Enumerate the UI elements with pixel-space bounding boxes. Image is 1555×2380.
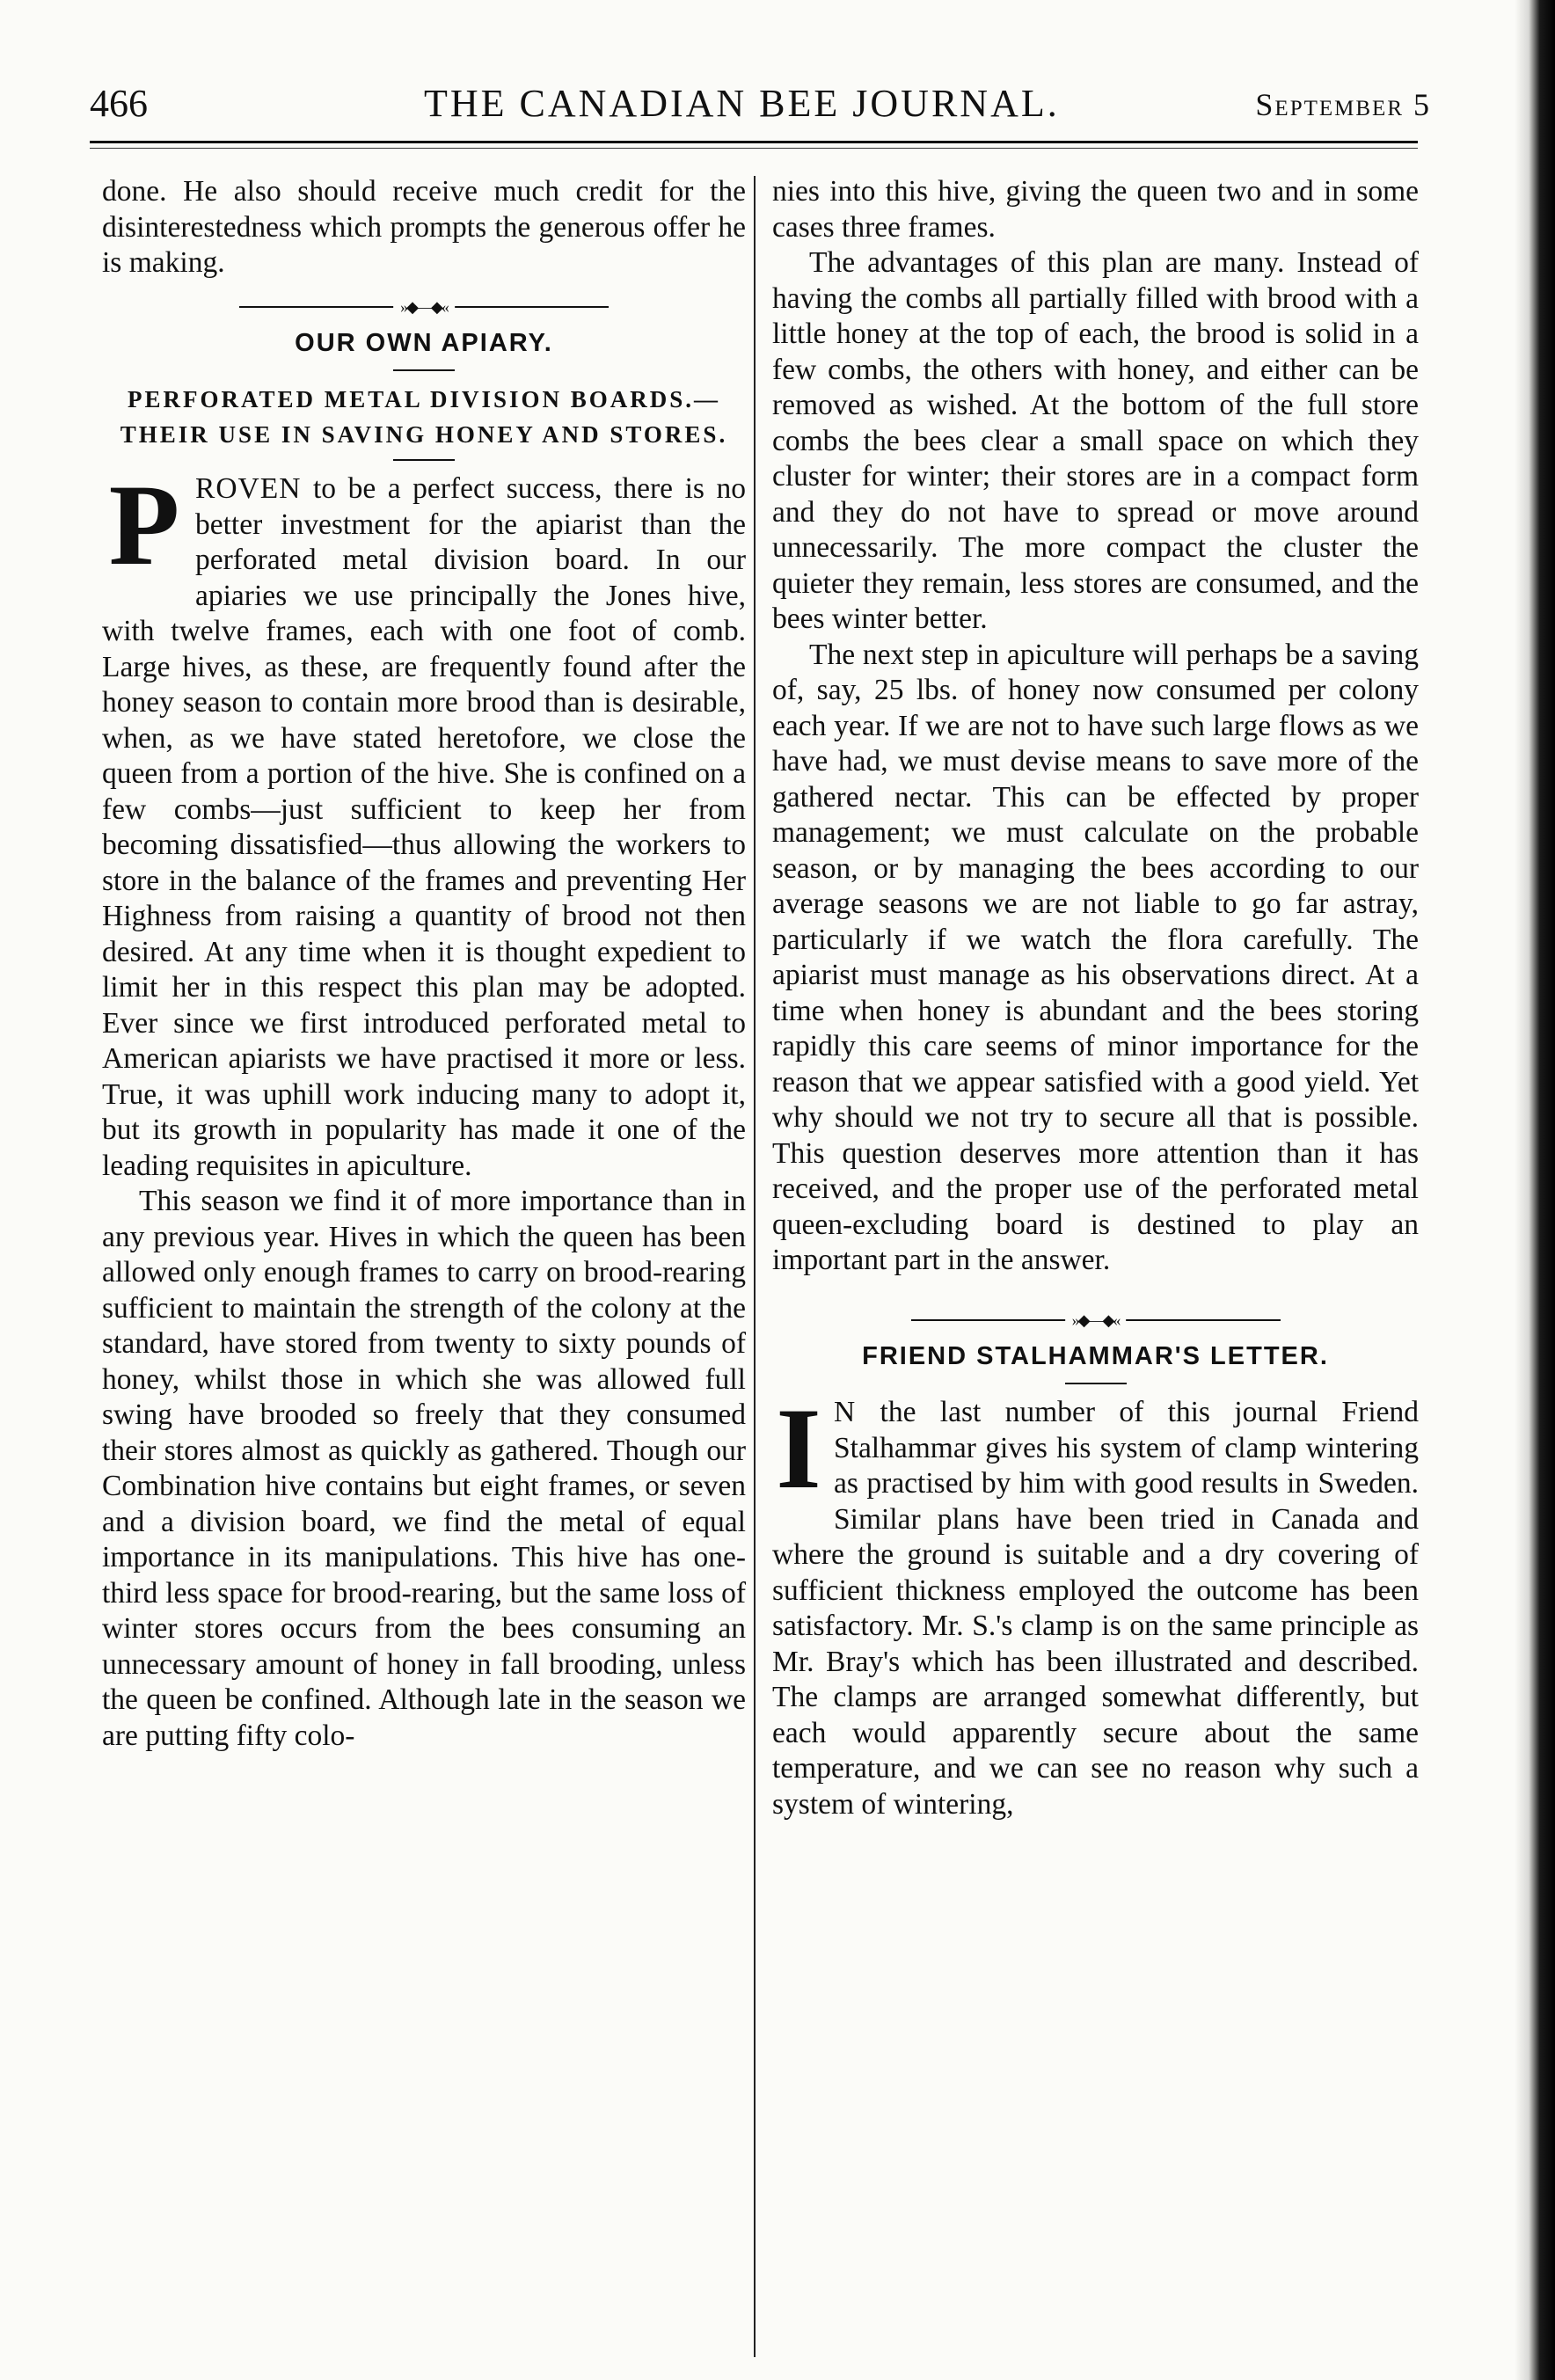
drop-cap: P [108, 460, 180, 589]
advantages-paragraph: The advantages of this plan are many. Instead of having the combs all partially filled with brood with a little honey at the top of each, the brood is solid in a few combs, the others with honey, and either can be removed as wished. At the bottom of the full store combs the bees clear a small space on which they cluster for winter; their stores are in a compact form and they do not have to spread or move around unnecessarily. The more compact the cluster the quieter they remain, less stores are consumed, and the bees winter better. [772, 246, 1419, 635]
continuation-paragraph: nies into this hive, giving the queen two and in some cases three frames. [772, 175, 1419, 244]
ornament-glyph: »◆—◆« [393, 301, 455, 313]
issue-date: September 5 [1255, 87, 1431, 122]
page-number: 466 [90, 82, 148, 125]
letter-paragraph [772, 1383, 1419, 1822]
intro-paragraph: done. He also should receive much credit for the disinterestedness which prompts the generous offer he is making. [102, 175, 746, 279]
section-ornament [911, 1310, 1281, 1329]
left-column [102, 174, 746, 1754]
header-rule-thin [90, 148, 1418, 149]
column-divider [754, 176, 756, 2357]
lead-word: ROVEN [195, 472, 302, 505]
journal-title: THE CANADIAN BEE JOURNAL. [424, 82, 1060, 125]
paragraph-text: to be a perfect success, there is no better investment for the apiarist than the perforated metal division board. In our apiaries we use principally the Jones hive, with twelve frames, each with one foot of comb. Large hives, as these, are frequently found after the honey season to contain more brood than is desirable, when, as we have stated heretofore, we close the queen from a portion of the hive. She is confined on a few combs—just sufficient to keep her from becoming dissatisfied—thus allowing the workers to store in the balance of the frames and preventing Her Highness from raising a quantity of brood not then desired. At any time when it is thought expedient to limit her in this respect this plan may be adopted. Ever since we first introduced perforated metal to American apiarists we have practised it more or less. True, it was uphill work inducing many to adopt it, but its growth in popularity has made it one of the leading requisites in apiculture. [102, 472, 746, 1182]
paragraph-text: the last number of this journal Friend Stalhammar gives his system of clamp wintering as practised by him with good results in Sweden. Similar plans have been tried in Canada and where the ground is suitable and a dry covering of sufficient thickness employed the outcome has been satisfactory. Mr. S.'s clamp is on the same principle as Mr. Bray's which has been illustrated and described. The clamps are arranged somewhat differently, but each would apparently secure about the same temperature, and we can see no reason why such a system of wintering, [772, 1396, 1419, 1821]
section-title-our-own-apiary: OUR OWN APIARY. [295, 328, 553, 357]
running-header [90, 81, 1431, 142]
article-paragraph-2: This season we find it of more importance than in any previous year. Hives in which the queen has been allowed only enough frames to carry on brood-rearing sufficient to maintain the strength of the colony at the standard, have stored from twenty to sixty pounds of honey, whilst those in which she was allowed full swing have brooded so freely that they consumed their stores almost as quickly as gathered. Though our Combination hive contains but eight frames, or seven and a division board, we find the metal of equal importance in its manipulations. This hive has one-third less space for brood-rearing, but the same loss of winter stores occurs from the bees consuming an unnecessary amount of honey in fall brooding, unless the queen be confined. Although late in the season we are putting fifty colo- [102, 1185, 746, 1752]
right-column [772, 174, 1419, 1822]
short-rule [393, 459, 455, 461]
next-step-paragraph: The next step in apiculture will perhaps be a saving of, say, 25 lbs. of honey now consumed per colony each year. If we are not to have such large flows as we have had, we must devise means to save more of the gathered nectar. This can be effected by proper management; we must calculate on the probable season, or by managing the bees according to our average seasons we are not liable to go far astray, particularly if we watch the flora carefully. The apiarist must manage as his observations direct. At a time when honey is abundant and the bees storing rapidly this care seems of minor importance for the reason that we appear satisfied with a good yield. Yet why should we not try to secure all that is possible. This question deserves more attention than it has received, and the proper use of the perforated metal queen-excluding board is destined to play an important part in the answer. [772, 638, 1419, 1276]
article-paragraph-1 [102, 460, 746, 1184]
section-ornament [239, 297, 609, 316]
short-rule [1065, 1383, 1127, 1384]
section-title-stalhammar-letter: FRIEND STALHAMMAR'S LETTER. [862, 1341, 1329, 1370]
header-rule [90, 141, 1418, 143]
binding-shadow [1515, 0, 1555, 2380]
ornament-glyph: »◆—◆« [1065, 1314, 1127, 1326]
short-rule [393, 369, 455, 371]
article-subhead: PERFORATED METAL DIVISION BOARDS.—THEIR USE IN SAVING HONEY AND STORES. [120, 386, 728, 448]
lead-word: N [834, 1396, 857, 1428]
drop-cap: I [776, 1383, 821, 1513]
